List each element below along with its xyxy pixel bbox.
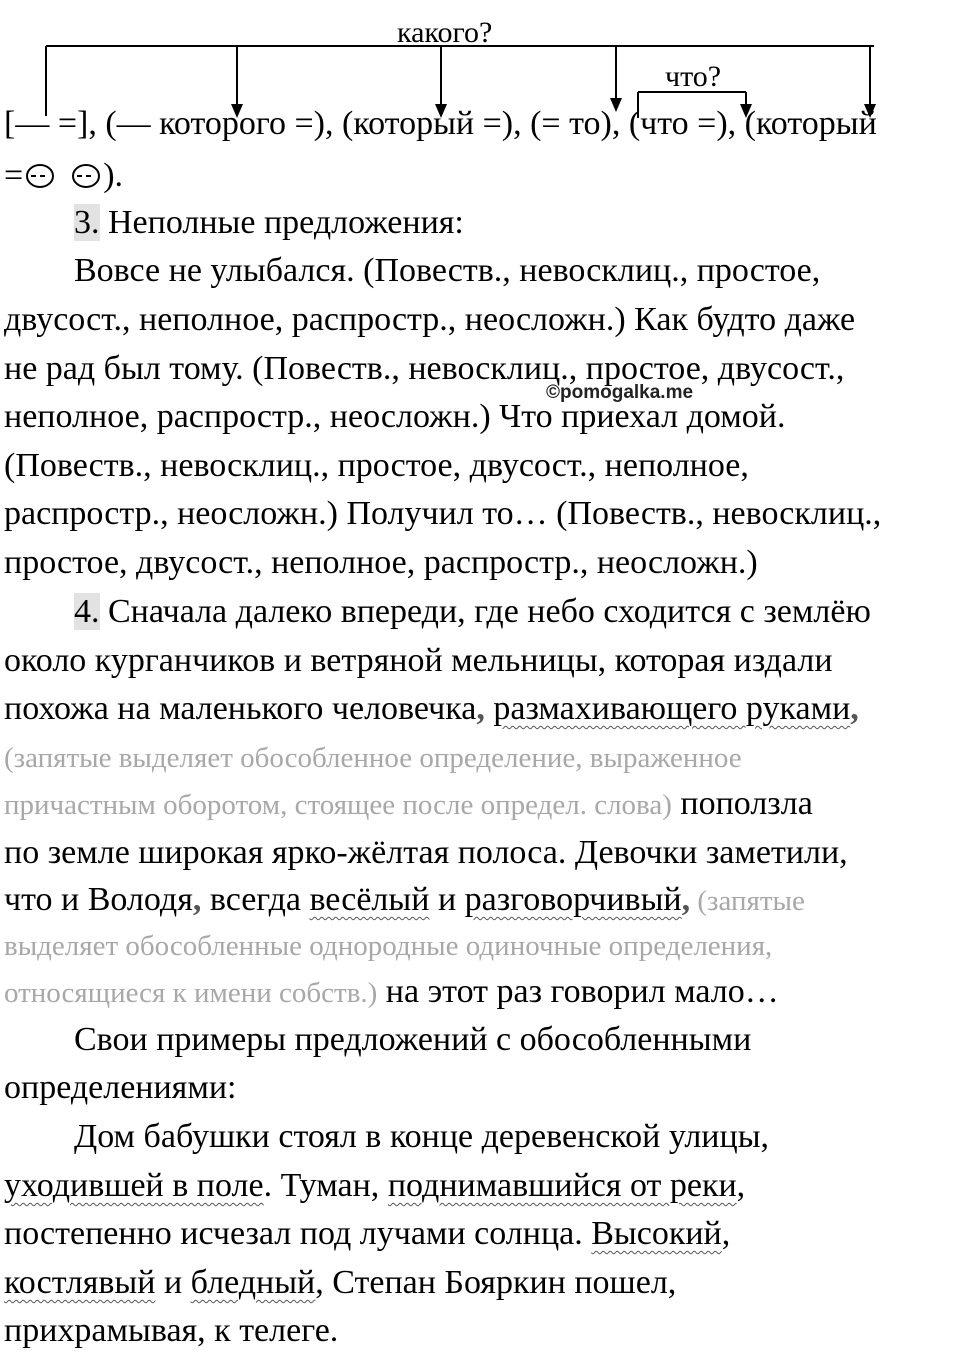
text-run: похожа на маленького человечка <box>4 690 477 727</box>
text-run: на этот раз говорил мало… <box>377 973 779 1010</box>
text-run: . Туман, <box>263 1167 388 1204</box>
section-3-line: неполное, распростр., неосложн.) Что приехал домой. <box>4 398 786 435</box>
note-2-line-3: относящиеся к имени собств.) <box>4 977 378 1009</box>
example-line-4 <box>4 1263 676 1303</box>
section-4-number: 4. <box>74 593 100 630</box>
examples-intro-1: Свои примеры предложений с обособленными <box>74 1021 752 1058</box>
section-3-heading <box>74 203 464 243</box>
note-2-line-2: выделяет обособленные однородные одиночные определения, <box>4 930 773 962</box>
punctuation-comma: , <box>681 881 691 918</box>
scheme-label-kakogo: какого? <box>397 16 493 49</box>
section-3-line: двусост., неполное, распростр., неосложн.) Как будто даже <box>4 301 856 338</box>
section-4-line-2: около курганчиков и ветряной мельницы, которая издали <box>4 642 833 679</box>
note-2-start: (запятые <box>690 885 805 917</box>
punctuation-comma: , <box>850 690 859 727</box>
section-4-line-6: по земле широкая ярко-жёлтая полоса. Девочки заметили, <box>4 834 848 871</box>
example-line-3 <box>4 1214 730 1254</box>
definition-word: разговорчивый <box>464 881 682 918</box>
definition-word: Высокий <box>591 1215 722 1252</box>
note-1-line-1: (запятые выделяет обособленное определение, выраженное <box>4 742 742 774</box>
section-3-line: Вовсе не улыбался. (Повеств., невосклиц., простое, <box>74 252 821 289</box>
text-run: что и Володя <box>4 881 193 918</box>
section-3-number: 3. <box>74 204 100 241</box>
section-3-line: простое, двусост., неполное, распростр., неосложн.) <box>4 544 758 581</box>
section-3-line: распростр., неосложн.) Получил то… (Повеств., невосклиц., <box>4 495 882 532</box>
scheme-label-chto: что? <box>665 60 722 93</box>
text-run: постепенно исчезал под лучами солнца. <box>4 1215 592 1252</box>
watermark: ©pomogalka.me <box>546 382 694 403</box>
example-line-1: Дом бабушки стоял в конце деревенской улицы, <box>74 1118 770 1155</box>
example-line-5: прихрамывая, к телеге. <box>4 1312 339 1349</box>
section-4-line-7 <box>4 880 805 921</box>
scheme-line-2 <box>4 156 123 196</box>
text-run: и <box>429 881 465 918</box>
definition-word: весёлый <box>309 881 430 918</box>
participial-phrase: поднимавшийся от реки <box>387 1167 737 1204</box>
section-3-heading-text: Неполные предложения: <box>99 204 464 241</box>
text-run: всегда <box>201 881 310 918</box>
example-line-2 <box>4 1166 745 1206</box>
examples-intro-2: определениями: <box>4 1069 237 1106</box>
section-4-line-5 <box>4 784 813 825</box>
section-3-line: не рад был тому. (Повеств., невосклиц., простое, двусост., <box>4 350 845 387</box>
definition-word: бледный <box>190 1264 316 1301</box>
text-run: и <box>155 1264 191 1301</box>
participial-phrase: уходившей в поле <box>4 1167 264 1204</box>
section-4-line-9 <box>4 972 779 1013</box>
scheme-line-1: [— =], (— которого =), (который =), (= то), (что =), (который <box>4 105 877 142</box>
punctuation-comma: , <box>192 881 202 918</box>
section-4-line-1 <box>74 592 871 632</box>
note-1-line-2: причастным оборотом, стоящее после определ. слова) <box>4 789 672 821</box>
punctuation-comma: , <box>476 690 485 727</box>
section-3-line: (Повеств., невосклиц., простое, двусост., неполное, <box>4 447 749 484</box>
text-run: , <box>721 1215 731 1252</box>
scheme-line-2-prefix: = <box>4 157 24 194</box>
scheme-line-2-suffix: ). <box>103 157 124 194</box>
text-run: , <box>736 1167 746 1204</box>
text-run: поползла <box>671 785 813 822</box>
section-4-line-3 <box>4 689 859 729</box>
definition-word: костлявый <box>4 1264 156 1301</box>
section-4-text: Сначала далеко впереди, где небо сходится с землёю <box>99 593 871 630</box>
participial-phrase: размахивающего руками <box>493 690 851 727</box>
text-run: , Степан Бояркин пошел, <box>315 1264 677 1301</box>
